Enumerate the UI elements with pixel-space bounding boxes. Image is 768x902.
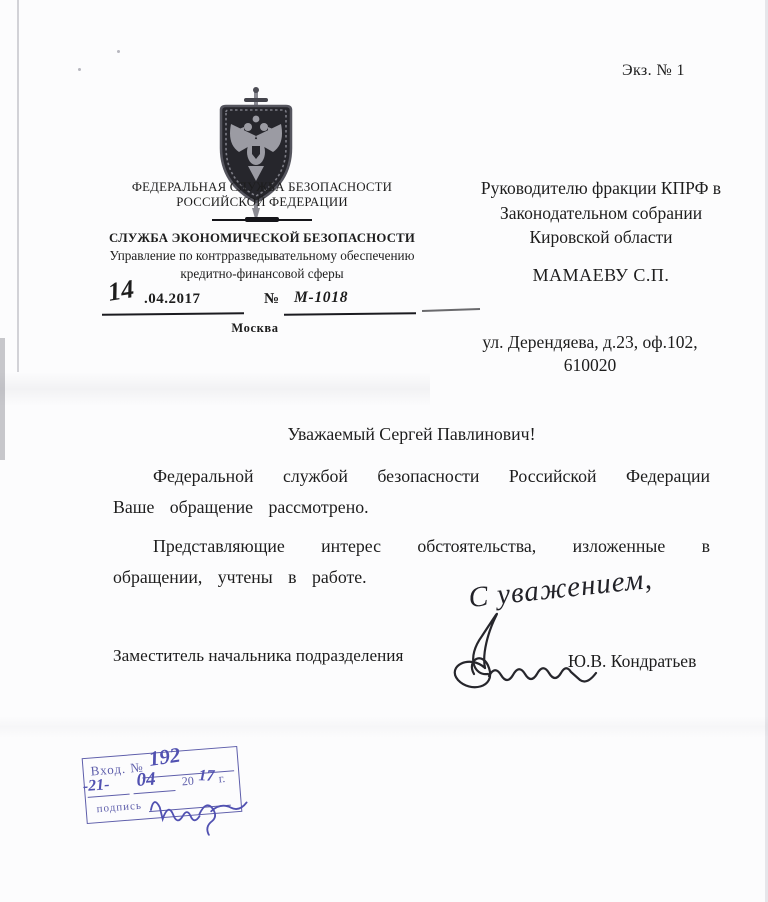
- stamp-incoming-label: Вход. №: [90, 759, 145, 779]
- addressee-block: [452, 176, 750, 287]
- stamp-incoming-number: 192: [147, 742, 182, 771]
- signer-position: Заместитель начальника подразделения: [113, 646, 404, 665]
- signer-name: Ю.В. Кондратьев: [568, 651, 697, 671]
- document-number: М-1018: [294, 289, 349, 306]
- org-name-line2: РОССИЙСКОЙ ФЕДЕРАЦИИ: [176, 195, 348, 209]
- incoming-stamp: [82, 742, 243, 824]
- address-line2: 610020: [563, 355, 617, 375]
- date-underline: [102, 312, 244, 315]
- stamp-year-prefix: 20: [181, 773, 195, 789]
- body-paragraph-1: Федеральной службой безопасности Российской Федерации Ваше обращение рассмотрено.: [113, 466, 710, 517]
- exemplar-number: Экз. № 1: [622, 62, 685, 79]
- stamp-day: -21-: [82, 776, 111, 796]
- scan-speck: [78, 68, 81, 71]
- paper-fold-crease: [0, 372, 430, 406]
- date-number-row: [100, 274, 460, 322]
- addressee-line1: Руководителю фракции КПРФ в: [480, 178, 722, 198]
- stamp-year: 17: [198, 767, 215, 785]
- department-line2: кредитно-финансовой сферы: [180, 265, 344, 281]
- number-sign: №: [264, 291, 280, 307]
- city-label: Москва: [231, 321, 279, 335]
- addressee-name: МАМАЕВУ С.П.: [532, 264, 670, 285]
- number-underline: [284, 312, 416, 315]
- addressee-line3: Кировской области: [529, 227, 673, 247]
- date-printed: .04.2017: [144, 291, 201, 307]
- department-line1: Управление по контрразведывательному обеспечению: [109, 248, 415, 263]
- signature-scribble-icon: [438, 600, 628, 700]
- stamp-signature-label: подпись: [96, 799, 143, 816]
- scan-edge-line: [17, 0, 19, 372]
- address-line1: ул. Дерендяева, д.23, оф.102,: [482, 332, 698, 352]
- scan-speck: [117, 50, 120, 53]
- service-name: СЛУЖБА ЭКОНОМИЧЕСКОЙ БЕЗОПАСНОСТИ: [108, 231, 416, 245]
- letterhead-divider: [212, 217, 312, 222]
- stamp-signature-scribble-icon: [143, 779, 267, 845]
- letterhead: [88, 180, 436, 281]
- stamp-month: 04: [135, 768, 157, 791]
- number-underline-tail: [422, 308, 480, 312]
- org-name-line1: ФЕДЕРАЛЬНАЯ СЛУЖБА БЕЗОПАСНОСТИ: [131, 180, 393, 194]
- addressee-address: [440, 331, 740, 377]
- salutation: Уважаемый Сергей Павлинович!: [287, 424, 536, 444]
- stamp-year-suffix: г.: [218, 771, 226, 786]
- handwritten-date-day: 14: [105, 274, 137, 307]
- addressee-line2: Законодательном собрании: [499, 202, 703, 223]
- handwritten-closing: С уважением,: [467, 562, 654, 615]
- body-paragraph-2: Представляющие интерес обстоятельства, изложенные в обращении, учтены в работе.: [113, 536, 710, 587]
- paper-fold-crease: [0, 716, 768, 738]
